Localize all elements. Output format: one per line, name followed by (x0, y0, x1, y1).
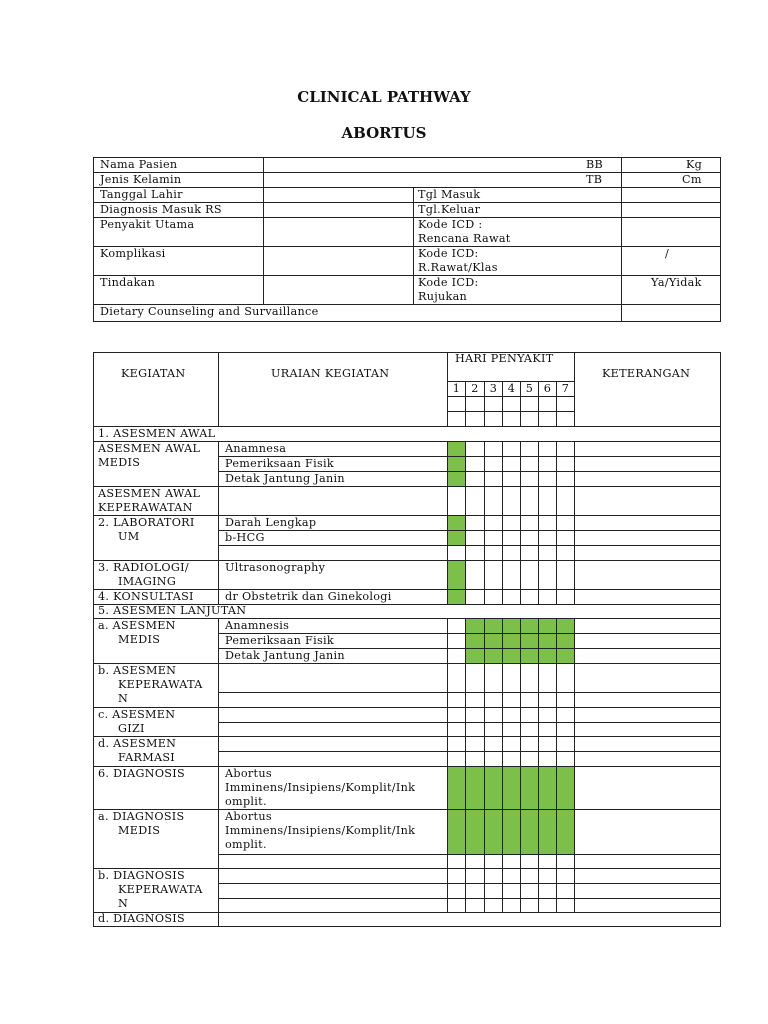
row-b-asesmen-3: N (118, 692, 129, 705)
day-4: 4 (507, 382, 516, 395)
row-radiologi-1: 3. RADIOLOGI/ (98, 561, 189, 574)
row-awal-kep-2: KEPERAWATAN (98, 501, 193, 514)
item-abortus-2b: Imminens/Insipiens/Komplit/Ink (225, 824, 416, 837)
row-d-diag: d. DIAGNOSIS (98, 912, 185, 925)
item-dr-obstetrik: dr Obstetrik dan Ginekologi (225, 590, 392, 603)
header-kegiatan: KEGIATAN (121, 367, 186, 380)
row-awal-kep-1: ASESMEN AWAL (98, 487, 201, 500)
label-cm: Cm (682, 173, 702, 186)
day-3: 3 (489, 382, 498, 395)
row-asesmen-awal: 1. ASESMEN AWAL (98, 427, 216, 440)
label-dietary: Dietary Counseling and Survaillance (100, 305, 319, 318)
label-tgl-masuk: Tgl Masuk (418, 188, 481, 201)
item-detak-jantung-1: Detak Jantung Janin (225, 472, 345, 485)
page-subtitle: ABORTUS (341, 124, 427, 142)
row-a-asesmen-1: a. ASESMEN (98, 619, 176, 632)
label-rawat-klas: R.Rawat/Klas (418, 261, 498, 274)
label-rencana-rawat: Rencana Rawat (418, 232, 511, 245)
item-detak-jantung-2: Detak Jantung Janin (225, 649, 345, 662)
label-diagnosis-masuk: Diagnosis Masuk RS (100, 203, 222, 216)
day-6: 6 (543, 382, 552, 395)
row-a-asesmen-2: MEDIS (118, 633, 161, 646)
item-abortus-1b: Imminens/Insipiens/Komplit/Ink (225, 781, 416, 794)
row-a-diag-2: MEDIS (118, 824, 161, 837)
row-c-asesmen-2: GIZI (118, 722, 145, 735)
label-tgl-keluar: Tgl.Keluar (418, 203, 481, 216)
row-asesmen-lanjutan: 5. ASESMEN LANJUTAN (98, 604, 247, 617)
item-anamnesa: Anamnesa (225, 442, 287, 455)
label-kode-icd-1: Kode ICD : (418, 218, 483, 231)
item-abortus-2a: Abortus (225, 810, 272, 823)
day-2: 2 (471, 382, 479, 395)
item-anamnesis: Anamnesis (225, 619, 290, 632)
row-b-diag-2: KEPERAWATA (118, 883, 203, 896)
label-bb: BB (586, 158, 604, 171)
header-hari-penyakit: HARI PENYAKIT (455, 352, 554, 365)
item-bhcg: b-HCG (225, 531, 265, 544)
label-jenis-kelamin: Jenis Kelamin (100, 173, 182, 186)
row-d-asesmen-1: d. ASESMEN (98, 737, 177, 750)
label-kg: Kg (686, 158, 703, 171)
row-b-asesmen-2: KEPERAWATA (118, 678, 203, 691)
row-d-asesmen-2: FARMASI (118, 751, 176, 764)
label-rujukan: Rujukan (418, 290, 468, 303)
item-pemeriksaan-fisik-1: Pemeriksaan Fisik (225, 457, 334, 470)
label-tb: TB (586, 173, 603, 186)
row-b-diag-1: b. DIAGNOSIS (98, 869, 185, 882)
row-b-asesmen-1: b. ASESMEN (98, 664, 177, 677)
row-lab-1: 2. LABORATORI (98, 516, 195, 529)
row-c-asesmen-1: c. ASESMEN (98, 708, 176, 721)
label-kode-icd-2: Kode ICD: (418, 247, 479, 260)
item-ultrasonography: Ultrasonography (225, 561, 326, 574)
row-lab-2: UM (118, 530, 140, 543)
item-darah-lengkap: Darah Lengkap (225, 516, 317, 529)
highlight-awal-medis (448, 441, 465, 486)
row-konsultasi: 4. KONSULTASI (98, 590, 194, 603)
header-uraian: URAIAN KEGIATAN (271, 367, 390, 380)
item-abortus-1a: Abortus (225, 767, 272, 780)
label-tindakan: Tindakan (100, 276, 156, 289)
highlight-radiologi-konsultasi (448, 560, 465, 604)
label-ya-tidak: Ya/Yidak (651, 276, 702, 289)
label-kode-icd-3: Kode ICD: (418, 276, 479, 289)
label-tanggal-lahir: Tanggal Lahir (100, 188, 183, 201)
row-awal-medis-1: ASESMEN AWAL (98, 442, 201, 455)
row-radiologi-2: IMAGING (118, 575, 177, 588)
item-abortus-1c: omplit. (225, 795, 267, 808)
day-1: 1 (452, 382, 461, 395)
row-a-diag-1: a. DIAGNOSIS (98, 810, 185, 823)
header-keterangan: KETERANGAN (602, 367, 691, 380)
row-b-diag-3: N (118, 897, 129, 910)
slash-separator: / (665, 247, 670, 260)
label-komplikasi: Komplikasi (100, 247, 166, 260)
item-abortus-2c: omplit. (225, 838, 267, 851)
row-diagnosis: 6. DIAGNOSIS (98, 767, 185, 780)
day-5: 5 (525, 382, 534, 395)
label-nama-pasien: Nama Pasien (100, 158, 178, 171)
day-7: 7 (561, 382, 570, 395)
label-penyakit-utama: Penyakit Utama (100, 218, 195, 231)
page-title: CLINICAL PATHWAY (297, 88, 471, 106)
row-awal-medis-2: MEDIS (98, 456, 141, 469)
item-pemeriksaan-fisik-2: Pemeriksaan Fisik (225, 634, 334, 647)
